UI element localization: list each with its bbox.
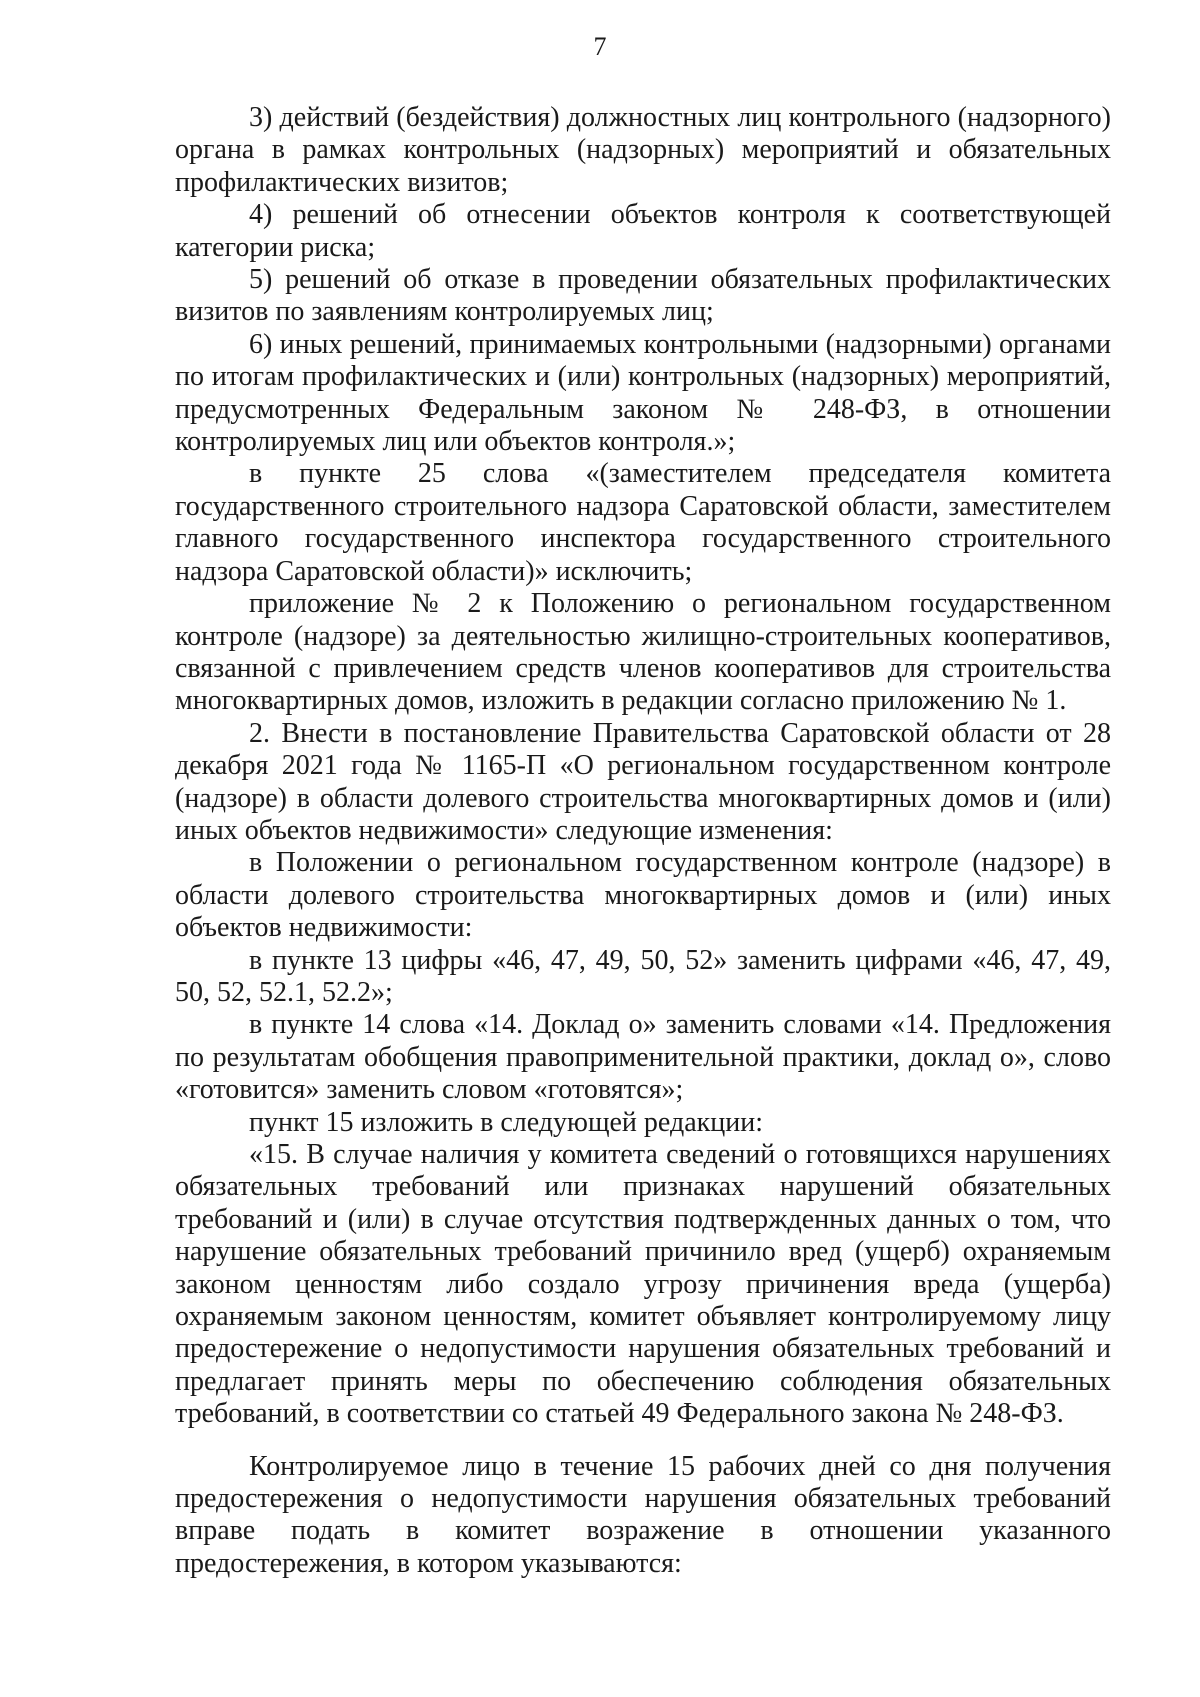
paragraph-item-6: 6) иных решений, принимаемых контрольными (надзорными) органами по итогам профилактических и (или) контрольных (надзорных) мероприятий, предусмотренных Федеральным законом № 248-ФЗ, в отношении контролируемых лиц или объектов контроля.»; (175, 328, 1111, 458)
paragraph-clause-13: в пункте 13 цифры «46, 47, 49, 50, 52» заменить цифрами «46, 47, 49, 50, 52, 52.1, 52.2»; (175, 944, 1111, 1008)
paragraph-item-4: 4) решений об отнесении объектов контроля к соответствующей категории риска; (175, 199, 1111, 263)
page-number: 7 (593, 32, 607, 61)
paragraph-item-5: 5) решений об отказе в проведении обязательных профилактических визитов по заявлениям контролируемых лиц; (175, 264, 1111, 328)
paragraph-clause-15-intro: пункт 15 изложить в следующей редакции: (249, 1106, 763, 1138)
paragraph-appendix-2: приложение № 2 к Положению о региональном государственном контроле (надзоре) за деятельностью жилищно-строительных кооперативов, связанной с привлечением средств членов кооперативов для строительства многоквартирных домов, изложить в редакции согласно приложению № 1. (175, 588, 1111, 717)
paragraph-clause-14: в пункте 14 слова «14. Доклад о» заменить словами «14. Предложения по результатам обобщения правоприменительной практики, доклад о», слово «готовится» заменить словом «готовятся»; (175, 1009, 1111, 1106)
paragraph-regulation: в Положении о региональном государственном контроле (надзоре) в области долевого строительства многоквартирных домов и (или) иных объектов недвижимости: (175, 847, 1111, 944)
document-body (175, 102, 1111, 1580)
paragraph-item-3: 3) действий (бездействия) должностных лиц контрольного (надзорного) органа в рамках контрольных (надзорных) мероприятий и обязательных профилактических визитов; (175, 102, 1111, 198)
paragraph-objection: Контролируемое лицо в течение 15 рабочих дней со дня получения предостережения о недопустимости нарушения обязательных требований вправе подать в комитет возражение в отношении указанного предостережения, в котором указываются: (175, 1450, 1111, 1579)
paragraph-clause-15-text: «15. В случае наличия у комитета сведений о готовящихся нарушениях обязательных требований или признаках нарушений обязательных требований и (или) в случае отсутствия подтвержденных данных о том, что нарушение обязательных требований причинило вред (ущерб) охраняемым законом ценностям либо создало угрозу причинения вреда (ущерба) охраняемым законом ценностям, комитет объявляет контролируемому лицу предостережение о недопустимости нарушения обязательных требований и предлагает принять меры по обеспечению соблюдения обязательных требований, в соответствии со статьей 49 Федерального закона № 248-ФЗ. (175, 1139, 1111, 1430)
paragraph-section-2: 2. Внести в постановление Правительства Саратовской области от 28 декабря 2021 года № 1165-П «О региональном государственном контроле (надзоре) в области долевого строительства многоквартирных домов и (или) иных объектов недвижимости» следующие изменения: (175, 717, 1111, 846)
paragraph-clause-25: в пункте 25 слова «(заместителем председателя комитета государственного строительного надзора Саратовской области, заместителем главного государственного инспектора государственного строительного надзора Саратовской области)» исключить; (175, 458, 1111, 587)
